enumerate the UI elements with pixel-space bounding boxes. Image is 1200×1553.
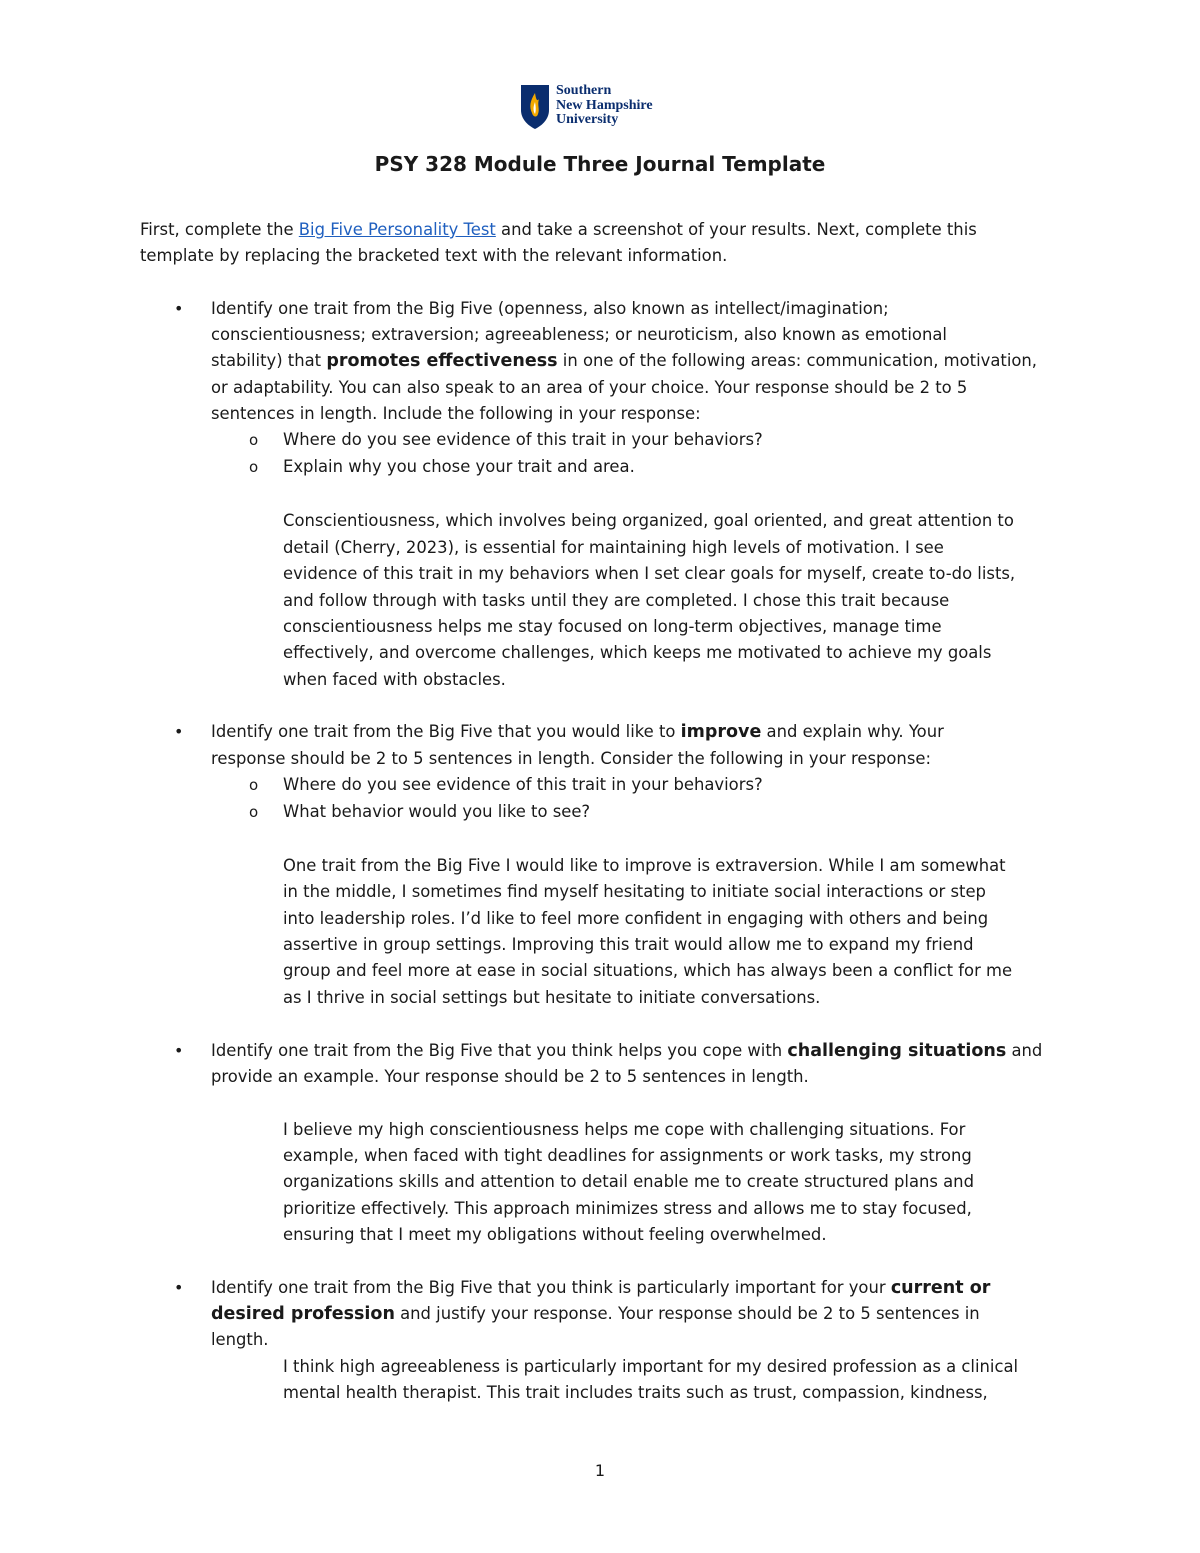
- sub-bullet-icon: o: [249, 803, 259, 821]
- university-logo: [520, 84, 690, 134]
- q1-line-3-start: stability) that: [211, 351, 327, 370]
- q3-answer-line: ensuring that I meet my obligations without feeling overwhelmed.: [283, 1225, 827, 1244]
- q1-line-4: or adaptability. You can also speak to an area of your choice. Your response should be 2 to 5: [211, 378, 968, 397]
- q4-answer-line: I think high agreeableness is particularly important for my desired profession as a clinical: [283, 1357, 1019, 1376]
- q1-answer-line: evidence of this trait in my behaviors when I set clear goals for myself, create to-do lists,: [283, 564, 1016, 583]
- q3-answer-line: I believe my high conscientiousness helps me cope with challenging situations. For: [283, 1120, 966, 1139]
- q2-sub-1: Where do you see evidence of this trait in your behaviors?: [283, 775, 763, 794]
- logo-line-1: Southern: [556, 83, 612, 98]
- intro-text-before-link: First, complete the: [140, 220, 299, 239]
- q1-answer-line: effectively, and overcome challenges, which keeps me motivated to achieve my goals: [283, 643, 992, 662]
- page-number: 1: [594, 1461, 606, 1480]
- bullet-icon: •: [174, 722, 184, 741]
- bullet-icon: •: [174, 299, 184, 318]
- q1-answer-line: Conscientiousness, which involves being organized, goal oriented, and great attention to: [283, 511, 1014, 530]
- shield-flame-icon: [520, 84, 550, 130]
- q1-line-2: conscientiousness; extraversion; agreeableness; or neuroticism, also known as emotional: [211, 325, 947, 344]
- intro-line-1: [140, 217, 977, 244]
- q3-answer-line: organizations skills and attention to detail enable me to create structured plans and: [283, 1172, 974, 1191]
- sub-bullet-icon: o: [249, 458, 259, 476]
- q3-line-2: provide an example. Your response should be 2 to 5 sentences in length.: [211, 1067, 809, 1086]
- q1-answer-line: detail (Cherry, 2023), is essential for maintaining high levels of motivation. I see: [283, 538, 944, 557]
- q1-line-1: Identify one trait from the Big Five (openness, also known as intellect/imagination;: [211, 299, 889, 318]
- q2-line-1-start: Identify one trait from the Big Five that you would like to: [211, 722, 681, 741]
- q2-answer-line: One trait from the Big Five I would like to improve is extraversion. While I am somewhat: [283, 856, 1006, 875]
- q1-sub-1: Where do you see evidence of this trait in your behaviors?: [283, 430, 763, 449]
- q3-line-1: [211, 1038, 1042, 1065]
- q2-line-2: response should be 2 to 5 sentences in length. Consider the following in your response:: [211, 749, 931, 768]
- q4-line-1: [211, 1275, 990, 1302]
- q3-line-1-start: Identify one trait from the Big Five that you think helps you cope with: [211, 1041, 788, 1060]
- q4-line-2: [211, 1301, 980, 1328]
- q4-emphasis: current or: [890, 1278, 991, 1298]
- logo-wordmark: [556, 84, 653, 128]
- q2-answer-line: into leadership roles. I’d like to feel more confident in engaging with others and being: [283, 909, 989, 928]
- sub-bullet-icon: o: [249, 776, 259, 794]
- q2-sub-2: What behavior would you like to see?: [283, 802, 591, 821]
- q4-emphasis-cont: desired profession: [211, 1304, 395, 1324]
- bullet-icon: •: [174, 1041, 184, 1060]
- q3-line-1-end: and: [1006, 1041, 1043, 1060]
- q4-line-3: length.: [211, 1330, 269, 1349]
- big-five-test-link[interactable]: Big Five Personality Test: [298, 220, 496, 239]
- q2-line-1: [211, 719, 944, 746]
- q3-answer-line: prioritize effectively. This approach minimizes stress and allows me to stay focused,: [283, 1199, 972, 1218]
- q2-line-1-end: and explain why. Your: [761, 722, 944, 741]
- q1-answer-line: when faced with obstacles.: [283, 670, 506, 689]
- q3-answer-line: example, when faced with tight deadlines for assignments or work tasks, my strong: [283, 1146, 972, 1165]
- logo-line-3: University: [556, 112, 619, 127]
- q1-line-5: sentences in length. Include the following in your response:: [211, 404, 701, 423]
- q2-answer-line: as I thrive in social settings but hesitate to initiate conversations.: [283, 988, 821, 1007]
- sub-bullet-icon: o: [249, 431, 259, 449]
- q2-answer-line: in the middle, I sometimes find myself hesitating to initiate social interactions or step: [283, 882, 986, 901]
- intro-text-after-link: and take a screenshot of your results. Next, complete this: [495, 220, 977, 239]
- q2-answer-line: assertive in group settings. Improving this trait would allow me to expand my friend: [283, 935, 974, 954]
- q1-emphasis: promotes effectiveness: [326, 351, 558, 371]
- q4-line-2-end: and justify your response. Your response should be 2 to 5 sentences in: [394, 1304, 980, 1323]
- logo-line-2: New Hampshire: [556, 97, 653, 113]
- q1-line-3-end: in one of the following areas: communication, motivation,: [557, 351, 1038, 370]
- intro-line-2: template by replacing the bracketed text with the relevant information.: [140, 246, 728, 265]
- bullet-icon: •: [174, 1278, 184, 1297]
- page-title: PSY 328 Module Three Journal Template: [374, 152, 826, 176]
- q4-answer-line: mental health therapist. This trait includes traits such as trust, compassion, kindness,: [283, 1383, 988, 1402]
- q2-emphasis: improve: [680, 722, 762, 742]
- q3-emphasis: challenging situations: [787, 1041, 1007, 1061]
- q1-answer-line: conscientiousness helps me stay focused on long-term objectives, manage time: [283, 617, 942, 636]
- q1-answer-line: and follow through with tasks until they are completed. I chose this trait because: [283, 591, 950, 610]
- q2-answer-line: group and feel more at ease in social situations, which has always been a conflict for me: [283, 961, 1013, 980]
- q1-sub-2: Explain why you chose your trait and area.: [283, 457, 635, 476]
- q1-line-3: [211, 348, 1037, 375]
- q4-line-1-start: Identify one trait from the Big Five that you think is particularly important for your: [211, 1278, 891, 1297]
